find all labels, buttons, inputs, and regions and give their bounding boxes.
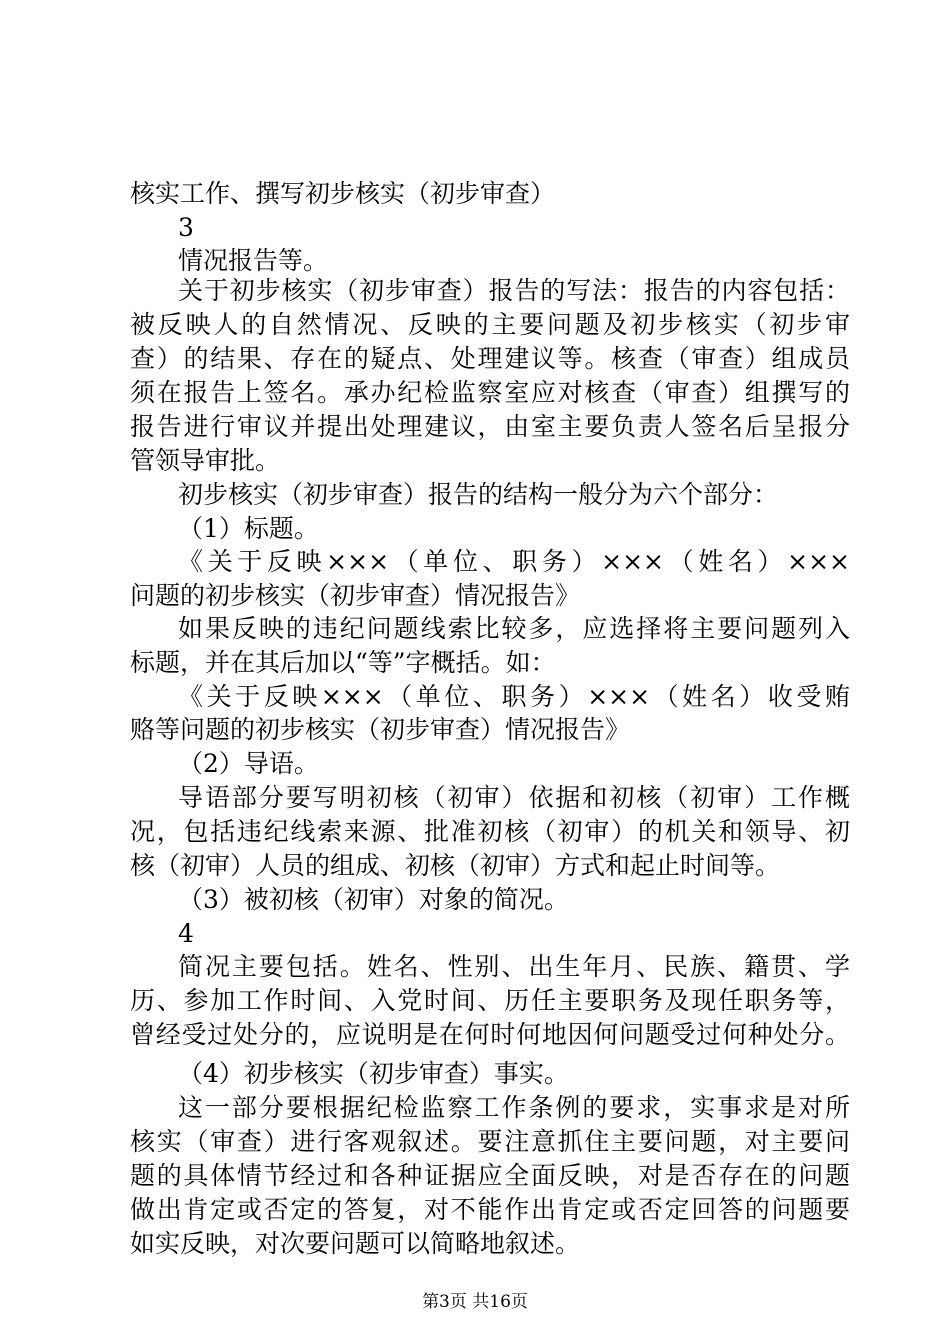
text-line: 核实工作、撰写初步核实（初步审查）: [130, 179, 556, 208]
paragraph-start: 如果反映的违纪问题线索比较多，应选择将主要问题列入: [178, 614, 850, 643]
text-line: 被反映人的自然情况、反映的主要问题及初步核实（初步审: [130, 310, 850, 339]
example-title: 赂等问题的初步核实（初步审查）情况报告》: [130, 715, 631, 744]
text-line: 核（初审）人员的组成、初核（初审）方式和起止时间等。: [130, 851, 781, 880]
page-number-marker: 4: [178, 919, 194, 948]
example-title: 《关于反映×××（单位、职务）×××（姓名）×××: [178, 547, 850, 576]
paragraph-start: 导语部分要写明初核（初审）依据和初核（初审）工作概: [178, 783, 850, 812]
example-title: 问题的初步核实（初步审查）情况报告》: [130, 581, 581, 610]
paragraph-start: 初步核实（初步审查）报告的结构一般分为六个部分：: [178, 480, 779, 509]
section-heading: （2）导语。: [178, 749, 319, 778]
text-line: 如实反映，对次要问题可以简略地叙述。: [130, 1229, 581, 1258]
text-line: 情况报告等。: [178, 246, 329, 275]
page-footer: 第3页 共16页: [422, 1292, 528, 1312]
text-line: 报告进行审议并提出处理建议，由室主要负责人签名后呈报分: [130, 412, 850, 441]
text-line: 查）的结果、存在的疑点、处理建议等。核查（审查）组成员: [130, 344, 850, 373]
text-line: 做出肯定或否定的答复，对不能作出肯定或否定回答的问题要: [130, 1195, 850, 1224]
text-line: 曾经受过处分的，应说明是在何时何地因何问题受过何种处分。: [130, 1020, 850, 1049]
text-line: 管领导审批。: [130, 446, 281, 475]
paragraph-start: 关于初步核实（初步审查）报告的写法：报告的内容包括：: [178, 276, 850, 305]
paragraph-start: 简况主要包括。姓名、性别、出生年月、民族、籍贯、学: [178, 952, 850, 981]
text-line: 况，包括违纪线索来源、批准初核（初审）的机关和领导、初: [130, 817, 850, 846]
text-line: 标题，并在其后加以“等”字概括。如：: [130, 648, 556, 677]
text-line: 历、参加工作时间、入党时间、历任主要职务及现任职务等，: [130, 986, 850, 1015]
example-title: 《关于反映×××（单位、职务）×××（姓名）收受贿: [178, 682, 850, 711]
text-line: 须在报告上签名。承办纪检监察室应对核查（审查）组撰写的: [130, 378, 850, 407]
text-line: 题的具体情节经过和各种证据应全面反映，对是否存在的问题: [130, 1161, 850, 1190]
section-heading: （3）被初核（初审）对象的简况。: [178, 885, 569, 914]
text-line: 核实（审查）进行客观叙述。要注意抓住主要问题，对主要问: [130, 1127, 850, 1156]
page-number-marker: 3: [178, 213, 194, 242]
paragraph-start: 这一部分要根据纪检监察工作条例的要求，实事求是对所: [178, 1093, 850, 1122]
section-heading: （4）初步核实（初步审查）事实。: [178, 1059, 569, 1088]
section-heading: （1）标题。: [178, 514, 319, 543]
